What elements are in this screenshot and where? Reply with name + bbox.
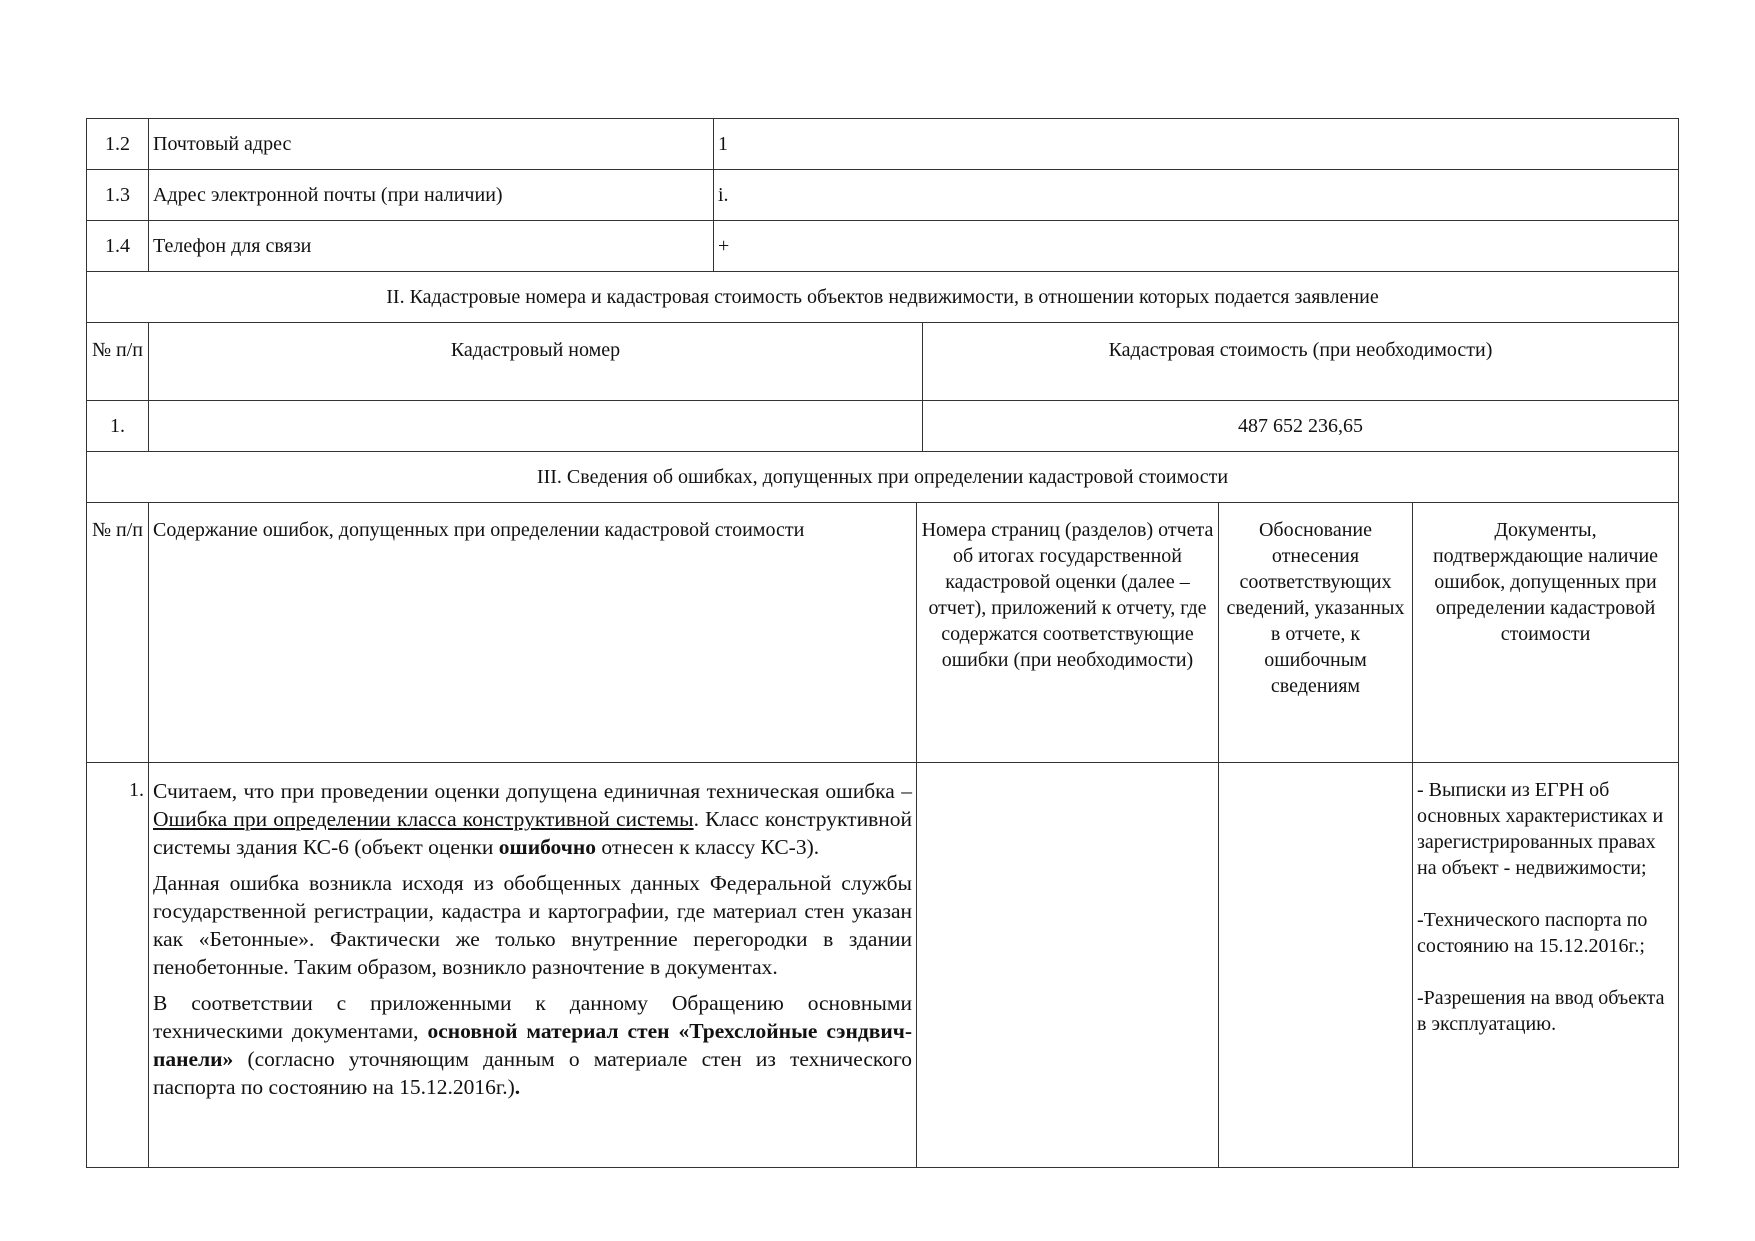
bold-text: основной материал стен «Трехслойные сэндвич-панели» xyxy=(153,1019,912,1071)
section-2-header-row xyxy=(87,323,1679,401)
section-2-title: II. Кадастровые номера и кадастровая стоимость объектов недвижимости, в отношении которых подается заявление xyxy=(87,272,1679,323)
row-email xyxy=(87,170,1679,221)
col-header-number: № п/п xyxy=(87,503,149,763)
document-item: -Технического паспорта по состоянию на 15.12.2016г.; xyxy=(1417,909,1648,957)
section-2-data-row xyxy=(87,401,1679,452)
col-header-basis: Обоснование отнесения соответствующих сведений, указанных в отчете, к ошибочным сведениям xyxy=(1219,503,1413,763)
error-paragraph-2: Данная ошибка возникла исходя из обобщенных данных Федеральной службы государственной регистрации, кадастра и картографии, где материал стен указан как «Бетонные». Фактически же только внутренние перегородки в здании пенобетонные. Таким образом, возникло разночтение в документах. xyxy=(153,871,912,979)
field-label-phone: Телефон для связи xyxy=(149,221,714,272)
text-span: В соответствии с приложенными к данному Обращению основными техническими документами, xyxy=(153,991,912,1043)
text-span: (согласно уточняющим данным о материале стен из технического паспорта по состоянию на 15.12.2016г.) xyxy=(153,1047,912,1099)
report-pages-value xyxy=(917,763,1219,1168)
field-label-postal-address: Почтовый адрес xyxy=(149,119,714,170)
row-number: 1.4 xyxy=(87,221,149,272)
col-header-cadastral-cost: Кадастровая стоимость (при необходимости) xyxy=(923,323,1679,401)
error-paragraph-1 xyxy=(153,777,912,861)
row-number: 1. xyxy=(87,401,149,452)
field-label-email: Адрес электронной почты (при наличии) xyxy=(149,170,714,221)
text-span: отнесен к классу КС-3). xyxy=(596,835,820,859)
text-span: . Класс конструктивной системы здания КС-6 (объект оценки xyxy=(153,807,912,859)
application-form-table xyxy=(86,118,1679,1168)
section-3-header-row xyxy=(87,503,1679,763)
field-value-email: i. xyxy=(714,170,1679,221)
error-description xyxy=(149,763,917,1168)
bold-text: . xyxy=(514,1075,521,1099)
error-paragraph-3 xyxy=(153,989,912,1101)
document-item: -Разрешения на ввод объекта в эксплуатацию. xyxy=(1417,987,1665,1035)
bold-text: ошибочно xyxy=(498,835,597,859)
col-header-error-content: Содержание ошибок, допущенных при определении кадастровой стоимости xyxy=(149,503,917,763)
col-header-report-pages: Номера страниц (разделов) отчета об итогах государственной кадастровой оценки (далее – отчет), приложений к отчету, где содержатся соответствующие ошибки (при необходимости) xyxy=(917,503,1219,763)
field-value-phone: + xyxy=(714,221,1679,272)
text-span: Считаем, что при проведении оценки допущена единичная техническая ошибка – xyxy=(153,779,912,803)
col-header-documents: Документы, подтверждающие наличие ошибок, допущенных при определении кадастровой стоимости xyxy=(1413,503,1679,763)
row-number: 1. xyxy=(87,763,149,1168)
col-header-cadastral-number: Кадастровый номер xyxy=(149,323,923,401)
row-postal-address xyxy=(87,119,1679,170)
cadastral-cost-value: 487 652 236,65 xyxy=(923,401,1679,452)
underlined-text: Ошибка при определении класса конструктивной системы xyxy=(153,807,694,831)
field-value-postal-address: 1 xyxy=(714,119,1679,170)
col-header-number: № п/п xyxy=(87,323,149,401)
section-3-title: III. Сведения об ошибках, допущенных при определении кадастровой стоимости xyxy=(87,452,1679,503)
document-item: - Выписки из ЕГРН об основных характеристиках и зарегистрированных правах на объект - недвижимости; xyxy=(1417,779,1664,879)
section-3-data-row xyxy=(87,763,1679,1168)
row-number: 1.2 xyxy=(87,119,149,170)
section-2-title-row xyxy=(87,272,1679,323)
section-3-title-row xyxy=(87,452,1679,503)
row-phone xyxy=(87,221,1679,272)
row-number: 1.3 xyxy=(87,170,149,221)
basis-value xyxy=(1219,763,1413,1168)
cadastral-number-value xyxy=(149,401,923,452)
documents-list xyxy=(1413,763,1679,1168)
